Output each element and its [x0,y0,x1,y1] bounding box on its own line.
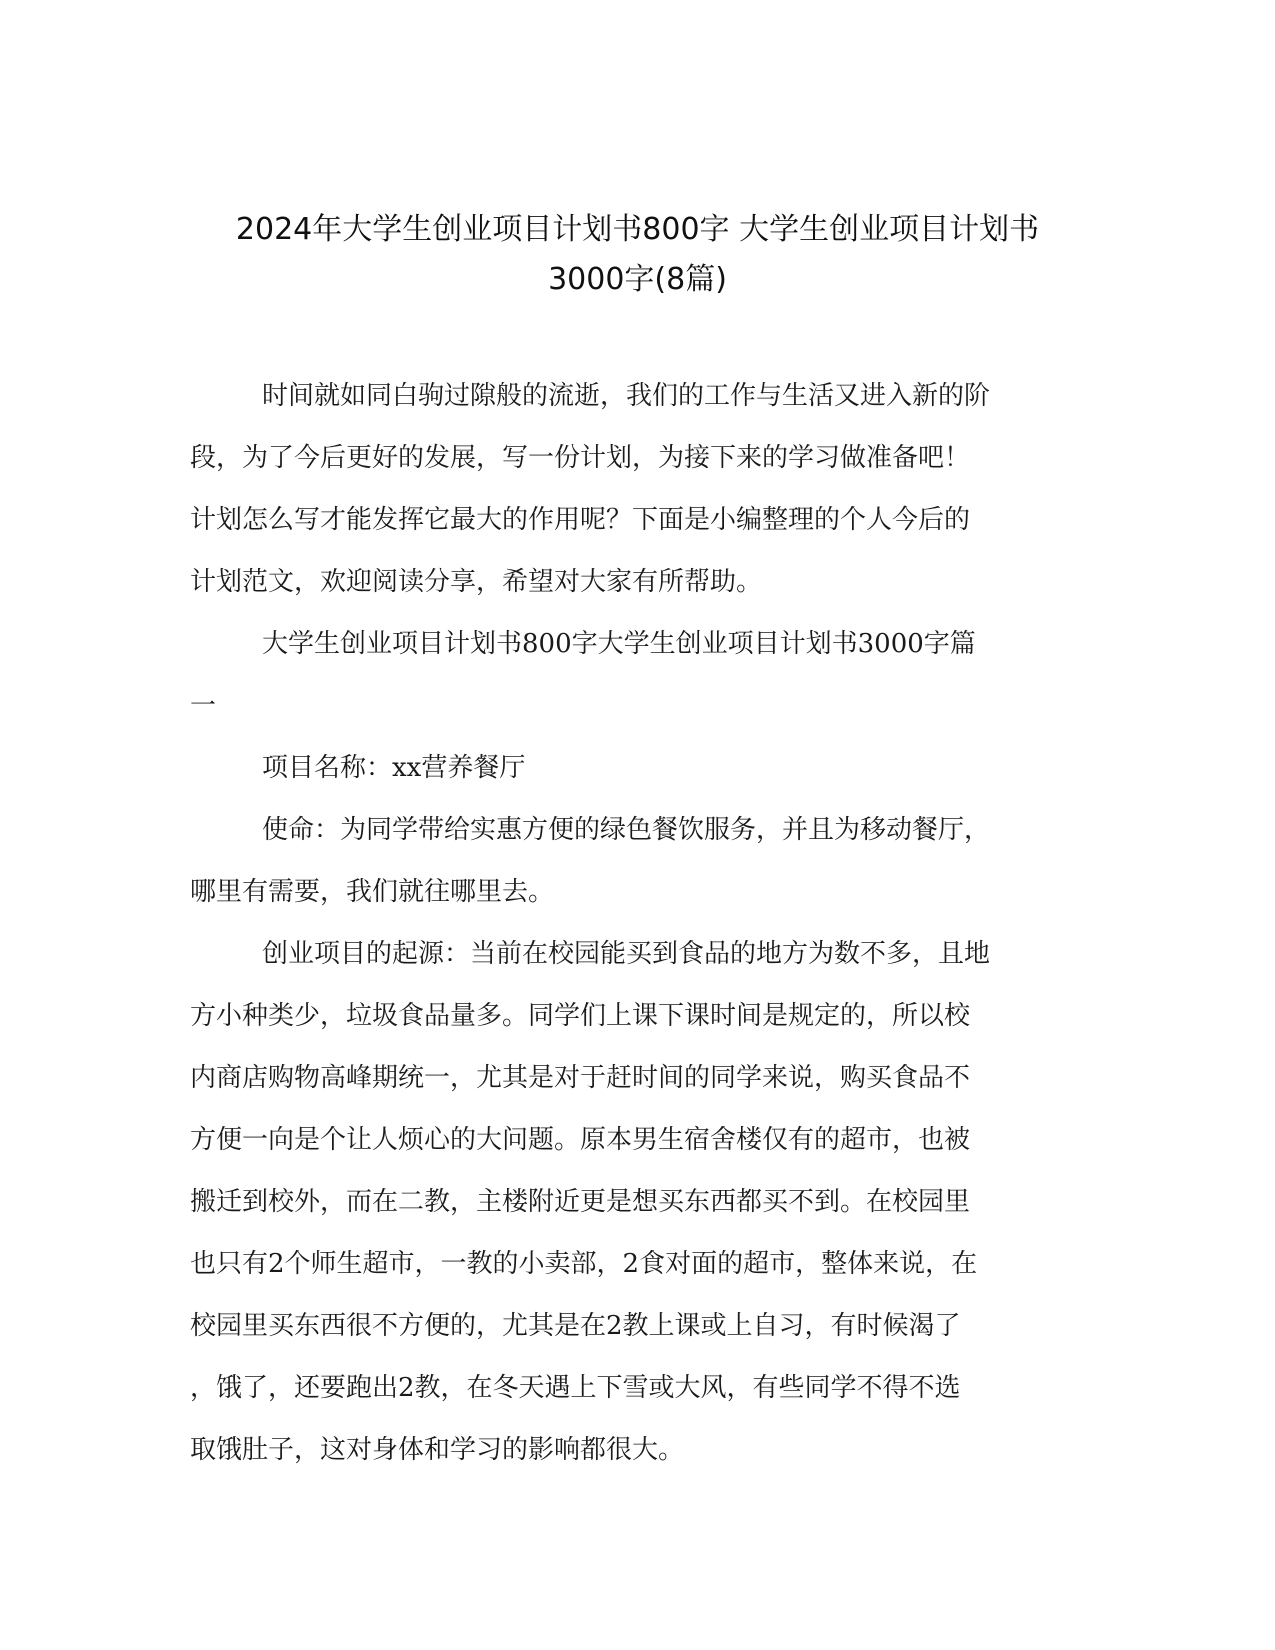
paragraph-line: 一 [190,691,217,721]
paragraph-intro [190,365,1090,613]
paragraph-line: 创业项目的起源：当前在校园能买到食品的地方为数不多，且地 [262,939,991,969]
paragraph-line: 时间就如同白驹过隙般的流逝，我们的工作与生活又进入新的阶 [262,381,991,411]
paragraph-line: 计划怎么写才能发挥它最大的作用呢？下面是小编整理的个人今后的 [190,505,971,535]
paragraph-line: 方小种类少，垃圾食品量多。同学们上课下课时间是规定的，所以校 [190,1001,971,1031]
paragraph-line: ，饿了，还要跑出2教，在冬天遇上下雪或大风，有些同学不得不选 [190,1373,961,1403]
paragraph-origin [190,923,1090,1481]
paragraph-line: 段，为了今后更好的发展，写一份计划，为接下来的学习做准备吧！ [190,443,971,473]
paragraph-line: 大学生创业项目计划书800字大学生创业项目计划书3000字篇 [262,629,976,659]
paragraph-line: 计划范文，欢迎阅读分享，希望对大家有所帮助。 [190,567,763,597]
title-line-1: 2024年大学生创业项目计划书800字 大学生创业项目计划书 [235,212,1040,247]
document-title [150,205,1125,305]
paragraph-project-name [190,737,1090,799]
paragraph-line: 也只有2个师生超市，一教的小卖部，2食对面的超市，整体来说，在 [190,1249,978,1279]
title-line-2: 3000字(8篇) [548,262,727,297]
paragraph-line: 搬迁到校外，而在二教，主楼附近更是想买东西都买不到。在校园里 [190,1187,971,1217]
paragraph-line: 内商店购物高峰期统一，尤其是对于赶时间的同学来说，购买食品不 [190,1063,971,1093]
document-body [190,365,1090,1481]
paragraph-line: 取饿肚子，这对身体和学习的影响都很大。 [190,1435,685,1465]
paragraph-line: 项目名称：xx营养餐厅 [262,753,526,783]
paragraph-line: 方便一向是个让人烦心的大问题。原本男生宿舍楼仅有的超市，也被 [190,1125,971,1155]
paragraph-mission [190,799,1090,923]
paragraph-line: 校园里买东西很不方便的，尤其是在2教上课或上自习，有时候渴了 [190,1311,961,1341]
paragraph-line: 使命：为同学带给实惠方便的绿色餐饮服务，并且为移动餐厅， [262,815,991,845]
paragraph-line: 哪里有需要，我们就往哪里去。 [190,877,555,907]
paragraph-section-heading [190,613,1090,737]
